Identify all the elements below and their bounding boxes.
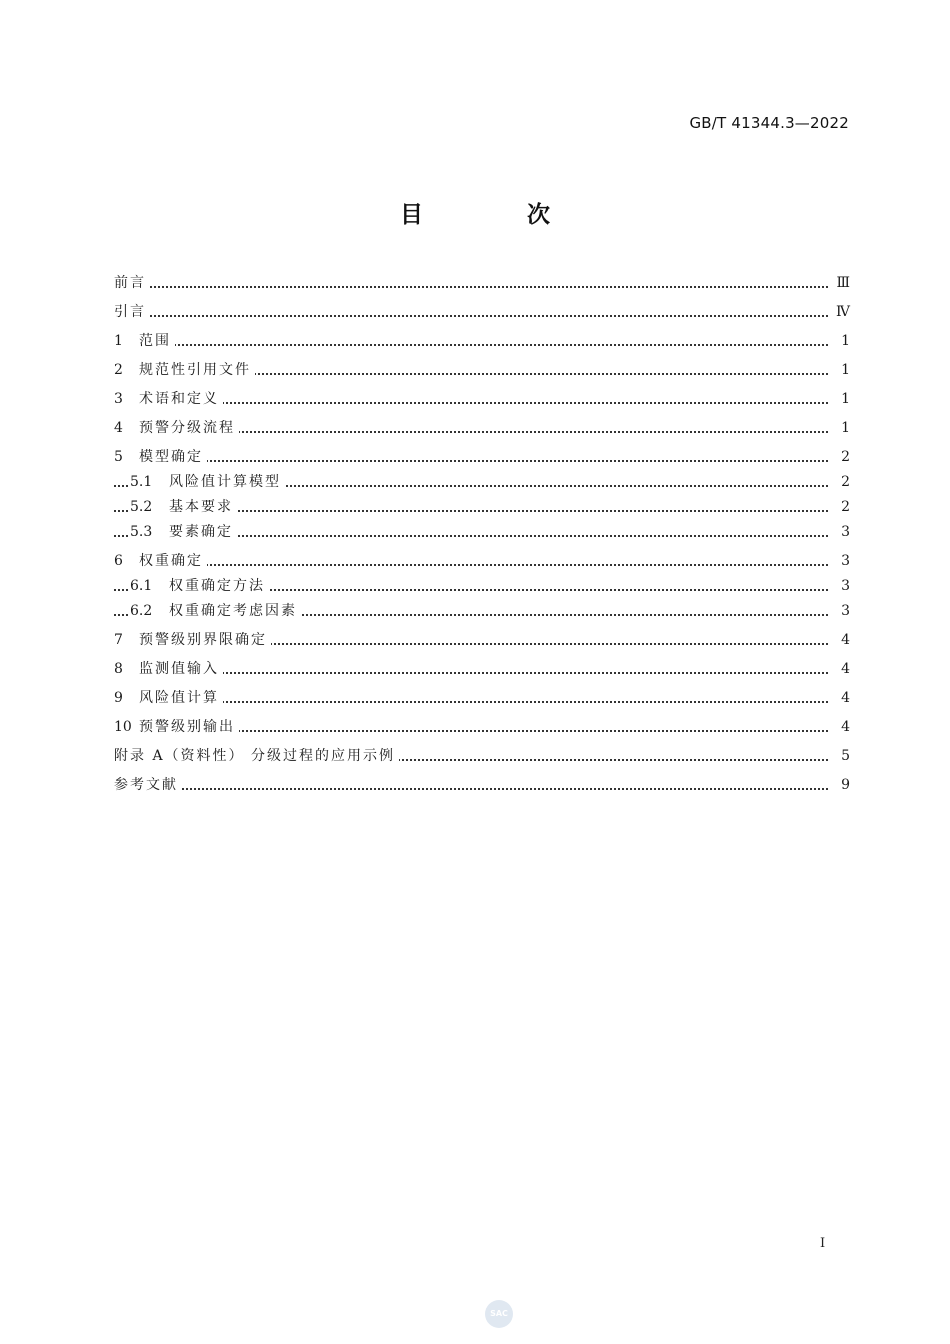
toc-entry[interactable] [114,744,850,769]
toc-entry-text [130,603,301,619]
toc-entry-label: 范围 [139,333,171,349]
toc-entry[interactable] [114,300,850,325]
toc-entry[interactable] [114,358,850,383]
toc-entry-label: 预警级别输出 [139,719,235,735]
toc-dot-leader [114,315,828,317]
toc-entry-page: 3 [835,599,850,624]
toc-entry-label: 风险值计算模型 [169,474,281,490]
toc-entry-page: 2 [835,445,850,470]
toc-entry-number: 2 [114,362,123,378]
toc-entry-label: 参考文献 [114,777,178,793]
toc-entry-text [114,661,223,677]
toc-entry-text [130,524,237,540]
toc-entry-page: Ⅲ [830,271,850,296]
toc-entry-text [130,474,285,490]
toc-entry[interactable] [114,657,850,682]
toc-entry-label: 引言 [114,304,146,320]
toc-entry-number: 3 [114,391,123,407]
toc-entry-label: 前言 [114,275,146,291]
standard-code: GB/T 41344.3—2022 [689,114,849,132]
toc-entry-text [114,449,207,465]
toc-entry-text [114,304,150,320]
toc-entry-number: 9 [114,690,123,706]
toc-entry-number: 6.2 [130,603,153,619]
toc-entry-text [114,748,399,764]
toc-entry-number: 5.1 [130,474,153,490]
toc-entry-number: 4 [114,420,123,436]
toc-entry[interactable] [114,271,850,296]
toc-entry-page: 4 [835,657,850,682]
toc-dot-leader [114,286,828,288]
page-title: 目 次 [399,202,598,228]
toc-entry-number: 5.3 [130,524,153,540]
toc-entry[interactable] [114,773,850,798]
toc-entry[interactable] [114,574,850,599]
table-of-contents [114,271,850,798]
toc-entry-page: 3 [835,520,850,545]
toc-entry[interactable] [114,599,850,624]
toc-entry-label: 要素确定 [169,524,233,540]
toc-entry-label: 规范性引用文件 [139,362,251,378]
toc-entry[interactable] [114,715,850,740]
toc-entry-page: 4 [835,628,850,653]
toc-entry-text [114,690,223,706]
toc-entry-label: 权重确定 [139,553,203,569]
toc-entry-number: 6.1 [130,578,153,594]
toc-entry-number: 5.2 [130,499,153,515]
toc-entry-page: 2 [835,470,850,495]
toc-entry-text [130,578,269,594]
toc-entry-text [114,777,182,793]
toc-entry-page: 9 [835,773,850,798]
toc-entry-number: 8 [114,661,123,677]
toc-entry-label: 预警分级流程 [139,420,235,436]
toc-entry-text [114,719,239,735]
toc-entry[interactable] [114,387,850,412]
toc-entry-page: 3 [835,574,850,599]
toc-entry-text [114,420,239,436]
toc-entry-text [114,391,223,407]
toc-entry-label: 权重确定方法 [169,578,265,594]
toc-entry-text [114,553,207,569]
toc-entry-label: 基本要求 [169,499,233,515]
toc-entry-text [114,333,175,349]
toc-entry-label: 附录 A（资料性） 分级过程的应用示例 [114,748,396,764]
page-number: I [820,1236,826,1251]
toc-entry-page: 5 [835,744,850,769]
toc-entry-page: 1 [835,387,850,412]
toc-entry[interactable] [114,520,850,545]
toc-entry-number: 10 [114,719,132,735]
toc-entry[interactable] [114,329,850,354]
toc-entry-page: 3 [835,549,850,574]
toc-entry[interactable] [114,470,850,495]
toc-entry[interactable] [114,686,850,711]
toc-dot-leader [114,788,828,790]
toc-entry-page: 4 [835,715,850,740]
toc-entry-page: Ⅳ [830,300,850,325]
toc-entry-number: 5 [114,449,123,465]
toc-entry-page: 1 [835,416,850,441]
toc-dot-leader [114,344,828,346]
toc-entry[interactable] [114,416,850,441]
toc-entry-page: 2 [835,495,850,520]
toc-entry-page: 1 [835,329,850,354]
toc-entry[interactable] [114,495,850,520]
toc-entry-label: 监测值输入 [139,661,219,677]
toc-entry-text [114,632,271,648]
toc-entry-label: 预警级别界限确定 [139,632,267,648]
toc-entry-page: 4 [835,686,850,711]
toc-entry-text [114,362,255,378]
toc-entry-number: 1 [114,333,123,349]
toc-entry-label: 模型确定 [139,449,203,465]
toc-entry-text [130,499,237,515]
toc-entry-label: 风险值计算 [139,690,219,706]
toc-entry-number: 6 [114,553,123,569]
toc-entry[interactable] [114,445,850,470]
sac-watermark-logo: SAC [485,1300,513,1328]
toc-entry-label: 术语和定义 [139,391,219,407]
toc-entry[interactable] [114,628,850,653]
toc-dot-leader [114,564,828,566]
toc-entry-number: 7 [114,632,123,648]
toc-dot-leader [114,460,828,462]
toc-entry-page: 1 [835,358,850,383]
toc-entry-label: 权重确定考虑因素 [169,603,297,619]
toc-entry-text [114,275,150,291]
toc-entry[interactable] [114,549,850,574]
